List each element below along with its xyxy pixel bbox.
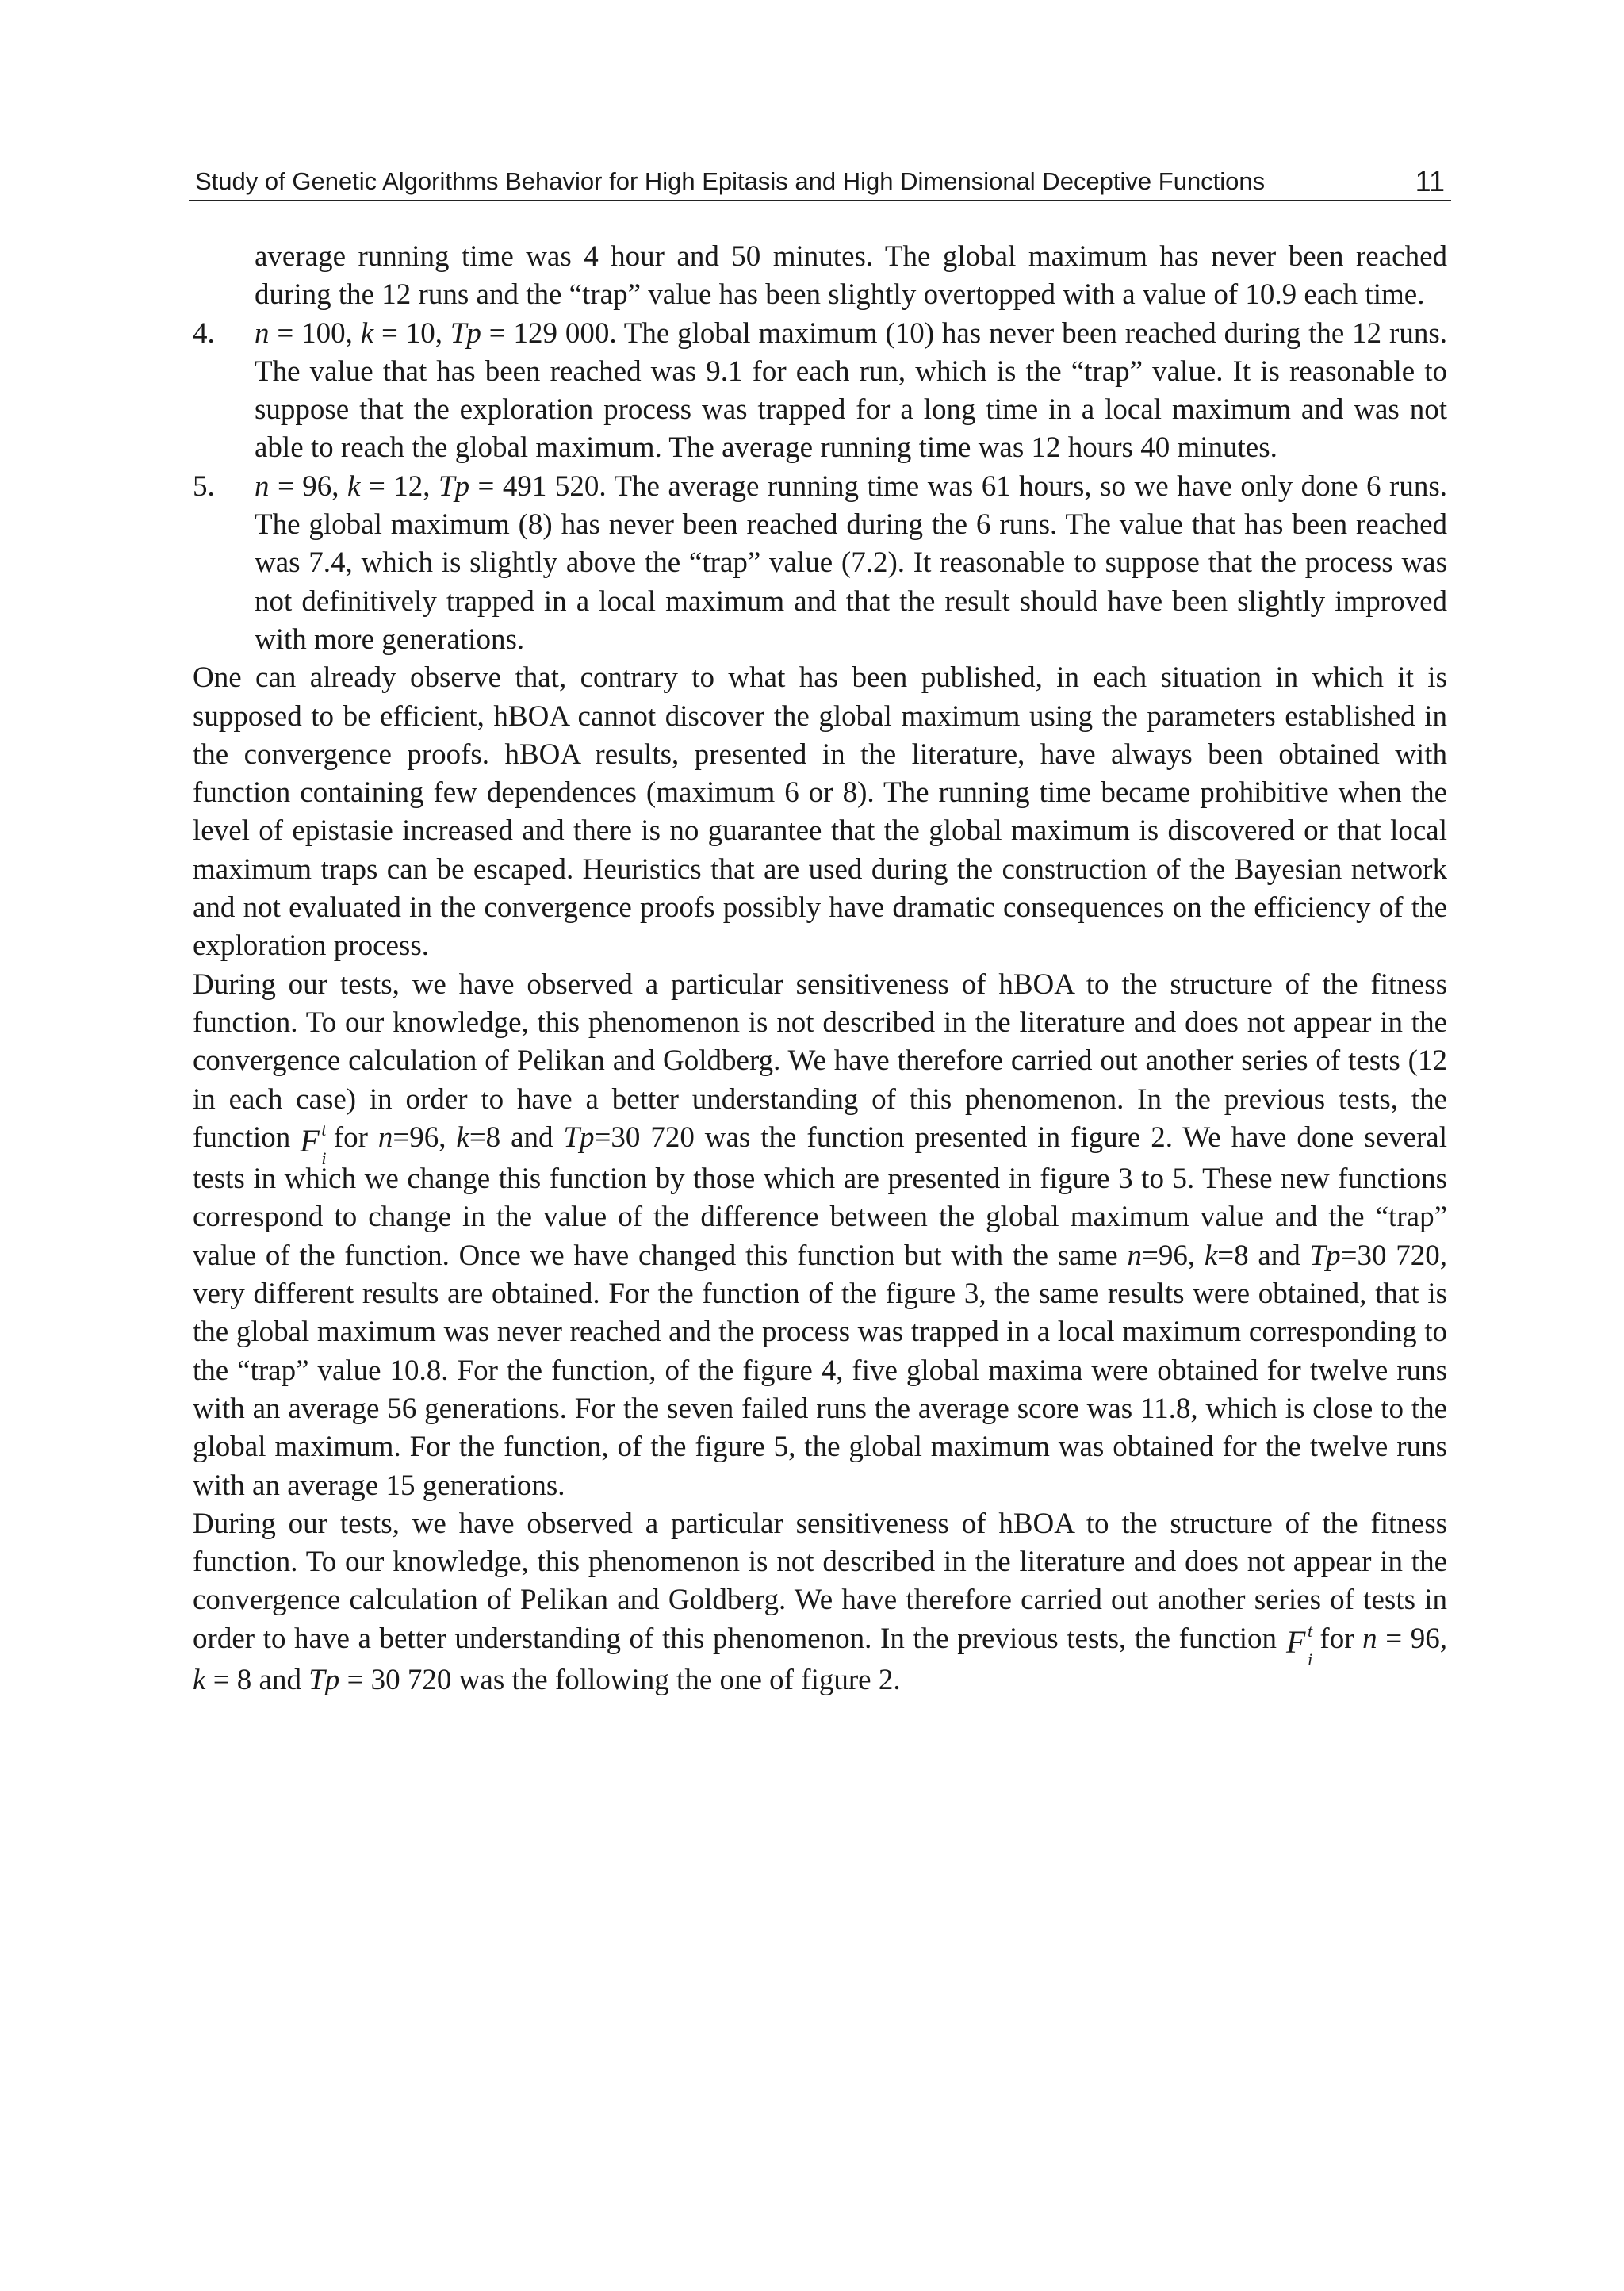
function-symbol [300, 1119, 327, 1168]
list-item-continuation: average running time was 4 hour and 50 minutes. The global maximum has never been reached during the 12 runs and the “trap” value has been slightly overtopped with a value of 10.9 each time. [255, 240, 1447, 312]
list-item-text: The average running time was 61 hours, so we have only done 6 runs. The global maximum (8) has never been reached during the 6 runs. The value that has been reached was 7.4, which is slightly above the “trap” value (7.2). It reasonable to suppose that the process was not definitively trapped in a local maximum and that the result should have been slightly improved with more generations. [255, 469, 1448, 656]
var-n: n [255, 316, 270, 350]
function-symbol-letter: F [300, 1122, 320, 1159]
list-item-5 [193, 468, 1447, 659]
var-k: k [456, 1121, 469, 1154]
param-k-value: = 12, [360, 469, 439, 503]
function-symbol-subscript: i [321, 1147, 327, 1168]
var-k: k [193, 1663, 206, 1696]
var-n: n [1362, 1622, 1377, 1655]
param-n-value: = 100, [269, 316, 361, 350]
param-k-value: = 10, [373, 316, 450, 350]
list-item-4 [193, 315, 1447, 468]
paragraph-text: =96, [393, 1121, 457, 1154]
paragraph-text: =8 and [1217, 1239, 1310, 1272]
running-header-title: Study of Genetic Algorithms Behavior for High Epitasis and High Dimensional Deceptive Functions [195, 167, 1266, 195]
param-tp-value: = 491 520. [469, 469, 615, 503]
list-item-text: The global maximum (10) has never been reached during the 12 runs. The value that has been reached was 9.1 for each run, which is the “trap” value. It is reasonable to suppose that the exploration process was trapped for a long time in a local maximum and was not able to reach the global maximum. The average running time was 12 hours 40 minutes. [255, 316, 1447, 465]
var-tp: Tp [450, 316, 481, 350]
body-text [193, 238, 1447, 1699]
paragraph-text: = 30 720 was the following the one of figure 2. [339, 1663, 901, 1696]
var-tp: Tp [439, 469, 470, 503]
var-n: n [1127, 1239, 1142, 1272]
paragraph-text: During our tests, we have observed a particular sensitiveness of hBOA to the structure of the fitness function. To our knowledge, this phenomenon is not described in the literature and does not appear in the convergence calculation of Pelikan and Goldberg. We have therefore carried out another series of tests (12 in each case) in order to have a better understanding of this phenomenon. In the previous tests, the function [193, 967, 1447, 1154]
var-tp: Tp [563, 1121, 595, 1154]
page-number: 11 [1415, 165, 1445, 197]
running-header [189, 163, 1451, 200]
var-k: k [347, 469, 361, 503]
paragraph-text: =8 and [469, 1121, 564, 1154]
paragraph-text: for [333, 1121, 378, 1154]
var-tp: Tp [308, 1663, 340, 1696]
list-item-number: 5. [193, 469, 215, 503]
paragraph-sensitiveness-1 [193, 966, 1447, 1505]
paragraph-text: =30 720, very different results are obtained. For the function of the figure 3, the same results were obtained, that is the global maximum was never reached and the process was trapped in a local maximum corresponding to the “trap” value 10.8. For the function, of the figure 4, five global maxima were obtained for twelve runs with an average 56 generations. For the seven failed runs the average score was 11.8, which is close to the global maximum. For the function, of the figure 5, the global maximum was obtained for the twelve runs with an average 15 generations. [193, 1239, 1447, 1502]
paragraph-text: = 8 and [205, 1663, 309, 1696]
paragraph-sensitiveness-2 [193, 1505, 1447, 1699]
var-k: k [360, 316, 374, 350]
list-item-number: 4. [193, 316, 215, 350]
paragraph-observation: One can already observe that, contrary to what has been published, in each situation in which it is supposed to be efficient, hBOA cannot discover the global maximum using the parameters established in the convergence proofs. hBOA results, presented in the literature, have always been obtained with function containing few dependences (maximum 6 or 8). The running time became prohibitive when the level of epistasie increased and there is no guarantee that the global maximum is discovered or that local maximum traps can be escaped. Heuristics that are used during the construction of the Bayesian network and not evaluated in the convergence proofs possibly have dramatic consequences on the efficiency of the exploration process. [193, 661, 1447, 963]
function-symbol-superscript: t [321, 1119, 327, 1140]
paragraph-text: = 96, [1377, 1622, 1447, 1655]
var-tp: Tp [1309, 1239, 1341, 1272]
var-n: n [377, 1121, 393, 1154]
paragraph-text: for [1320, 1622, 1363, 1655]
function-symbol [1285, 1620, 1313, 1669]
paragraph-text: =30 720 was the function presented in figure 2. We have done several tests in which we change this function by those which are presented in figure 3 to 5. These new functions correspond to change in the value of the difference between the global maximum value and the “trap” value of the function. Once we have changed this function but with the same [193, 1121, 1447, 1272]
var-k: k [1204, 1239, 1218, 1272]
param-tp-value: = 129 000. [481, 316, 624, 350]
function-symbol-superscript: t [1307, 1620, 1313, 1641]
var-n: n [255, 469, 270, 503]
header-rule [189, 200, 1451, 201]
paragraph-text: During our tests, we have observed a particular sensitiveness of hBOA to the structure of the fitness function. To our knowledge, this phenomenon is not described in the literature and does not appear in the convergence calculation of Pelikan and Goldberg. We have therefore carried out another series of tests in order to have a better understanding of this phenomenon. In the previous tests, the function [193, 1507, 1447, 1655]
function-symbol-letter: F [1285, 1623, 1306, 1660]
paragraph-text: =96, [1141, 1239, 1205, 1272]
param-n-value: = 96, [269, 469, 348, 503]
function-symbol-subscript: i [1307, 1649, 1313, 1669]
